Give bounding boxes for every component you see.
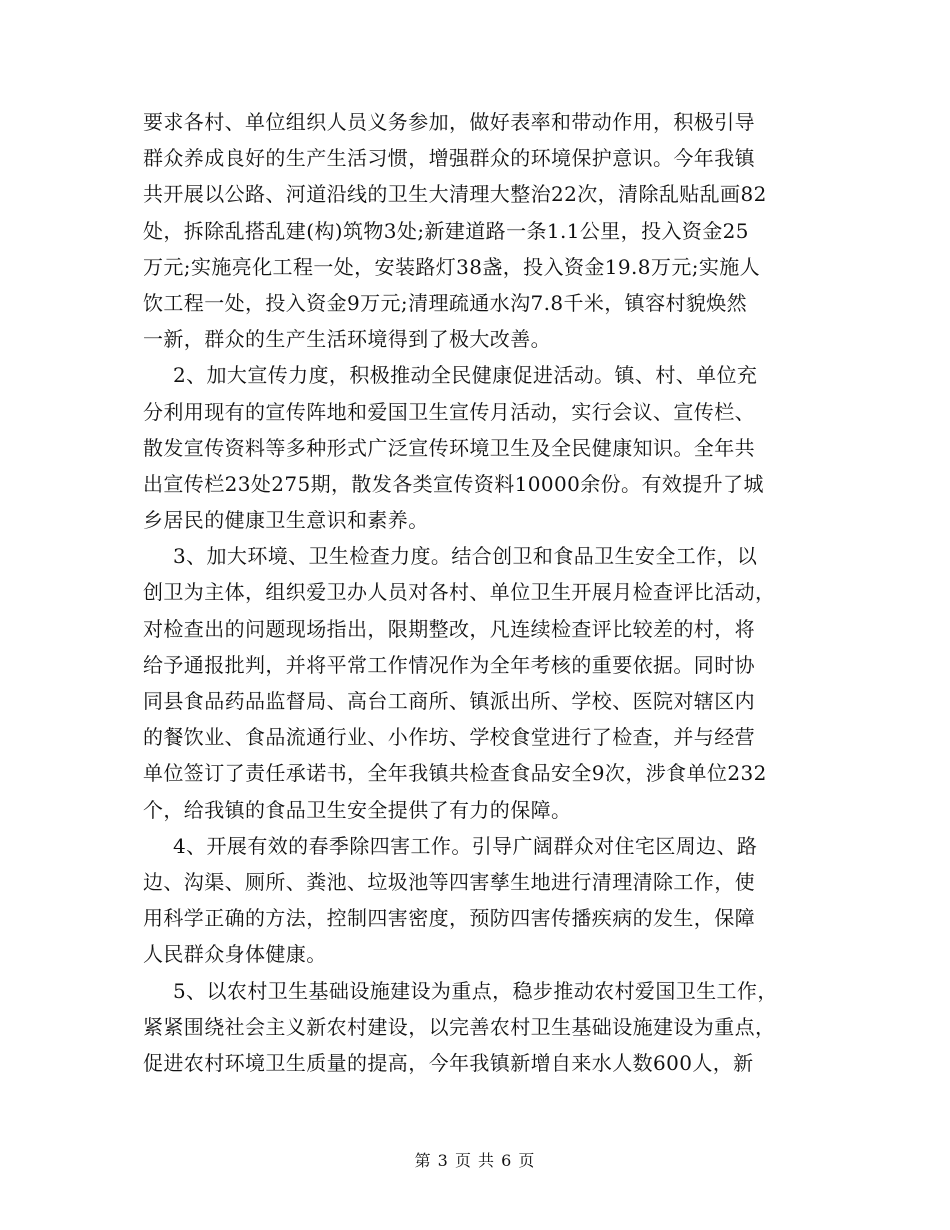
paragraph-1-continuation	[143, 104, 823, 357]
text-line: 促进农村环境卫生质量的提高，今年我镇新增自来水人数600人，新	[143, 1050, 754, 1075]
text-line: 单位签订了责任承诺书，全年我镇共检查食品安全9次，涉食单位232	[143, 761, 767, 786]
text-line: 同县食品药品监督局、高台工商所、镇派出所、学校、医院对辖区内	[143, 689, 755, 713]
text-line: 饮工程一处，投入资金9万元;清理疏通水沟7.8千米，镇容村貌焕然	[143, 290, 748, 315]
text-line: 边、沟渠、厕所、粪池、垃圾池等四害孳生地进行清理清除工作，使	[143, 869, 755, 894]
text-line: 创卫为主体，组织爱卫办人员对各村、单位卫生开展月检查评比活动，	[143, 580, 776, 605]
text-line: 给予通报批判，并将平常工作情况作为全年考核的重要依据。同时协	[143, 652, 755, 677]
text-line: 乡居民的健康卫生意识和素养。	[143, 508, 429, 533]
text-line: 要求各村、单位组织人员义务参加，做好表率和带动作用，积极引导	[143, 110, 755, 134]
text-line: 4、开展有效的春季除四害工作。引导广阔群众对住宅区周边、路	[173, 833, 758, 858]
paragraph-2	[143, 357, 823, 538]
text-line: 紧紧围绕社会主义新农村建设，以完善农村卫生基础设施建设为重点，	[143, 1014, 776, 1039]
text-line: 分利用现有的宣传阵地和爱国卫生宣传月活动，实行会议、宣传栏、	[143, 399, 755, 424]
paragraph-3	[143, 538, 823, 828]
text-line: 个，给我镇的食品卫生安全提供了有力的保障。	[143, 797, 572, 822]
text-line: 对检查出的问题现场指出，限期整改，凡连续检查评比较差的村，将	[143, 616, 755, 641]
text-line: 出宣传栏23处275期，散发各类宣传资料10000余份。有效提升了城	[143, 471, 764, 496]
text-line: 3、加大环境、卫生检查力度。结合创卫和食品卫生安全工作，以	[173, 544, 758, 569]
document-body	[143, 104, 823, 1081]
paragraph-4	[143, 828, 823, 973]
page-number-footer: 第 3 页 共 6 页	[414, 1151, 536, 1170]
text-line: 2、加大宣传力度，积极推动全民健康促进活动。镇、村、单位充	[173, 363, 758, 388]
text-line: 一新，群众的生产生活环境得到了极大改善。	[143, 327, 551, 352]
text-line: 共开展以公路、河道沿线的卫生大清理大整治22次，清除乱贴乱画82	[143, 182, 767, 207]
text-line: 的餐饮业、食品流通行业、小作坊、学校食堂进行了检查，并与经营	[143, 725, 755, 750]
text-line: 5、以农村卫生基础设施建设为重点，稳步推动农村爱国卫生工作，	[173, 978, 778, 1003]
paragraph-5	[143, 973, 823, 1082]
text-line: 人民群众身体健康。	[143, 942, 327, 967]
text-line: 用科学正确的方法，控制四害密度，预防四害传播疾病的发生，保障	[143, 906, 755, 931]
text-line: 散发宣传资料等多种形式广泛宣传环境卫生及全民健康知识。全年共	[143, 435, 755, 460]
text-line: 万元;实施亮化工程一处，安装路灯38盏，投入资金19.8万元;实施人	[143, 254, 761, 279]
text-line: 处，拆除乱搭乱建(构)筑物3处;新建道路一条1.1公里，投入资金25	[143, 218, 749, 243]
text-line: 群众养成良好的生产生活习惯，增强群众的环境保护意识。今年我镇	[143, 146, 755, 171]
